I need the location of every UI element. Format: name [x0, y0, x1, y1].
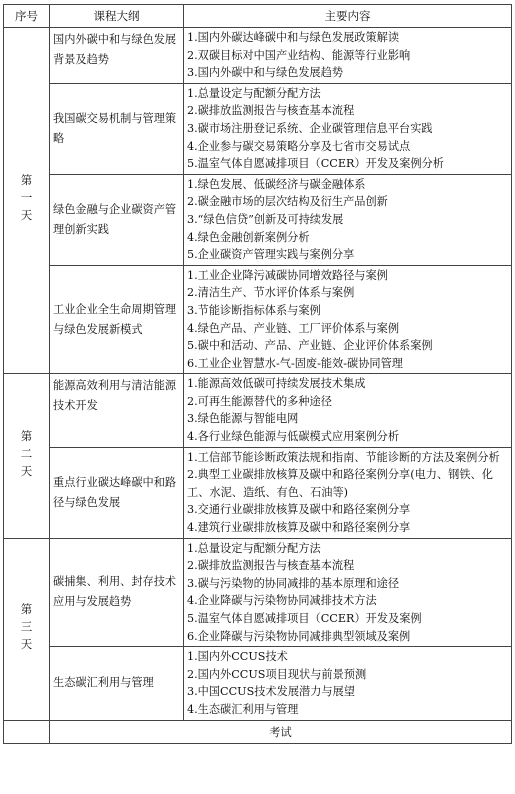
content-item: 2.国内外CCUS项目现状与前景预测: [187, 667, 367, 681]
course-outline: 国内外碳中和与绿色发展背景及趋势: [50, 28, 184, 84]
course-outline: 重点行业碳达峰碳中和路径与绿色发展: [50, 447, 184, 538]
exam-label: 考试: [50, 720, 512, 743]
content-item: 2.碳排放监测报告与核查基本流程: [187, 559, 355, 573]
content-item: 5.碳中和活动、产品、产业链、企业评价体系案例: [187, 339, 433, 353]
course-outline: 生态碳汇利用与管理: [50, 647, 184, 720]
content-item: 5.温室气体自愿减排项目（CCER）开发及案例: [187, 612, 422, 625]
table-row: [4, 83, 512, 174]
main-content: [184, 83, 512, 174]
table-row: [4, 647, 512, 720]
table-row: [4, 538, 512, 647]
content-item: 3.碳与污染物的协同减排的基本原理和途径: [187, 576, 400, 590]
content-item: 4.生态碳汇利用与管理: [187, 702, 299, 716]
day-label: 第一天: [4, 28, 50, 374]
content-item: 2.碳金融市场的层次结构及衍生产品创新: [187, 195, 388, 209]
content-item: 1.绿色发展、低碳经济与碳金融体系: [187, 177, 366, 191]
content-item: 2.典型工业碳排放核算及碳中和路径案例分享(电力、钢铁、化工、水泥、造纸、有色、石油等): [187, 468, 493, 499]
main-content: [184, 374, 512, 447]
content-item: 4.各行业绿色能源与低碳模式应用案例分析: [187, 430, 400, 444]
content-item: 1.工业企业降污减碳协同增效路径与案例: [187, 268, 388, 282]
main-content: [184, 538, 512, 647]
content-item: 2.清洁生产、节水评价体系与案例: [187, 286, 355, 300]
course-outline: 我国碳交易机制与管理策略: [50, 83, 184, 174]
content-item: 1.总量设定与配额分配方法: [187, 541, 321, 555]
main-content: [184, 174, 512, 265]
content-item: 5.温室气体自愿减排项目（CCER）开发及案例分析: [187, 157, 444, 171]
table-row: [4, 28, 512, 84]
content-item: 2.可再生能源替代的多种途径: [187, 394, 332, 408]
table-row: [4, 374, 512, 447]
content-item: 4.企业参与碳交易策略分享及七省市交易试点: [187, 139, 411, 153]
main-content: [184, 447, 512, 538]
header-content: 主要内容: [184, 5, 512, 28]
content-item: 3.碳市场注册登记系统、企业碳管理信息平台实践: [187, 121, 433, 135]
content-item: 3.“绿色信贷”创新及可持续发展: [187, 212, 344, 226]
content-item: 5.企业碳资产管理实践与案例分享: [187, 248, 355, 262]
course-schedule-table: [3, 4, 512, 744]
course-outline: 工业企业全生命周期管理与绿色发展新模式: [50, 265, 184, 374]
content-item: 1.国内外CCUS技术: [187, 650, 288, 664]
course-outline: 能源高效利用与清洁能源技术开发: [50, 374, 184, 447]
main-content: [184, 647, 512, 720]
course-outline: 绿色金融与企业碳资产管理创新实践: [50, 174, 184, 265]
content-item: 3.节能诊断指标体系与案例: [187, 303, 321, 317]
main-content: [184, 265, 512, 374]
course-outline: 碳捕集、利用、封存技术应用与发展趋势: [50, 538, 184, 647]
day-label: 第二天: [4, 374, 50, 538]
header-row: [4, 5, 512, 28]
content-item: 2.双碳目标对中国产业结构、能源等行业影响: [187, 48, 411, 62]
content-item: 1.工信部节能诊断政策法规和指南、节能诊断的方法及案例分析: [187, 450, 500, 464]
content-item: 3.国内外碳中和与绿色发展趋势: [187, 66, 344, 80]
content-item: 1.总量设定与配额分配方法: [187, 86, 321, 100]
content-item: 1.国内外碳达峰碳中和与绿色发展政策解读: [187, 31, 400, 44]
content-item: 6.工业企业智慧水-气-固废-能效-碳协同管理: [187, 356, 403, 370]
content-item: 6.企业降碳与污染物协同减排典型领域及案例: [187, 629, 411, 643]
content-item: 4.绿色金融创新案例分析: [187, 230, 310, 244]
header-seq: 序号: [4, 5, 50, 28]
table-row: [4, 174, 512, 265]
exam-empty-cell: [4, 720, 50, 743]
exam-row: [4, 720, 512, 743]
day-label: 第三天: [4, 538, 50, 720]
table-row: [4, 447, 512, 538]
content-item: 2.碳排放监测报告与核查基本流程: [187, 104, 355, 118]
content-item: 4.建筑行业碳排放核算及碳中和路径案例分享: [187, 521, 411, 535]
content-item: 3.中国CCUS技术发展潜力与展望: [187, 685, 355, 699]
content-item: 4.绿色产品、产业链、工厂评价体系与案例: [187, 321, 400, 335]
table-row: [4, 265, 512, 374]
header-outline: 课程大纲: [50, 5, 184, 28]
main-content: [184, 28, 512, 84]
content-item: 3.交通行业碳排放核算及碳中和路径案例分享: [187, 503, 411, 517]
content-item: 1.能源高效低碳可持续发展技术集成: [187, 377, 366, 391]
content-item: 3.绿色能源与智能电网: [187, 412, 299, 426]
content-item: 4.企业降碳与污染物协同减排技术方法: [187, 594, 377, 608]
